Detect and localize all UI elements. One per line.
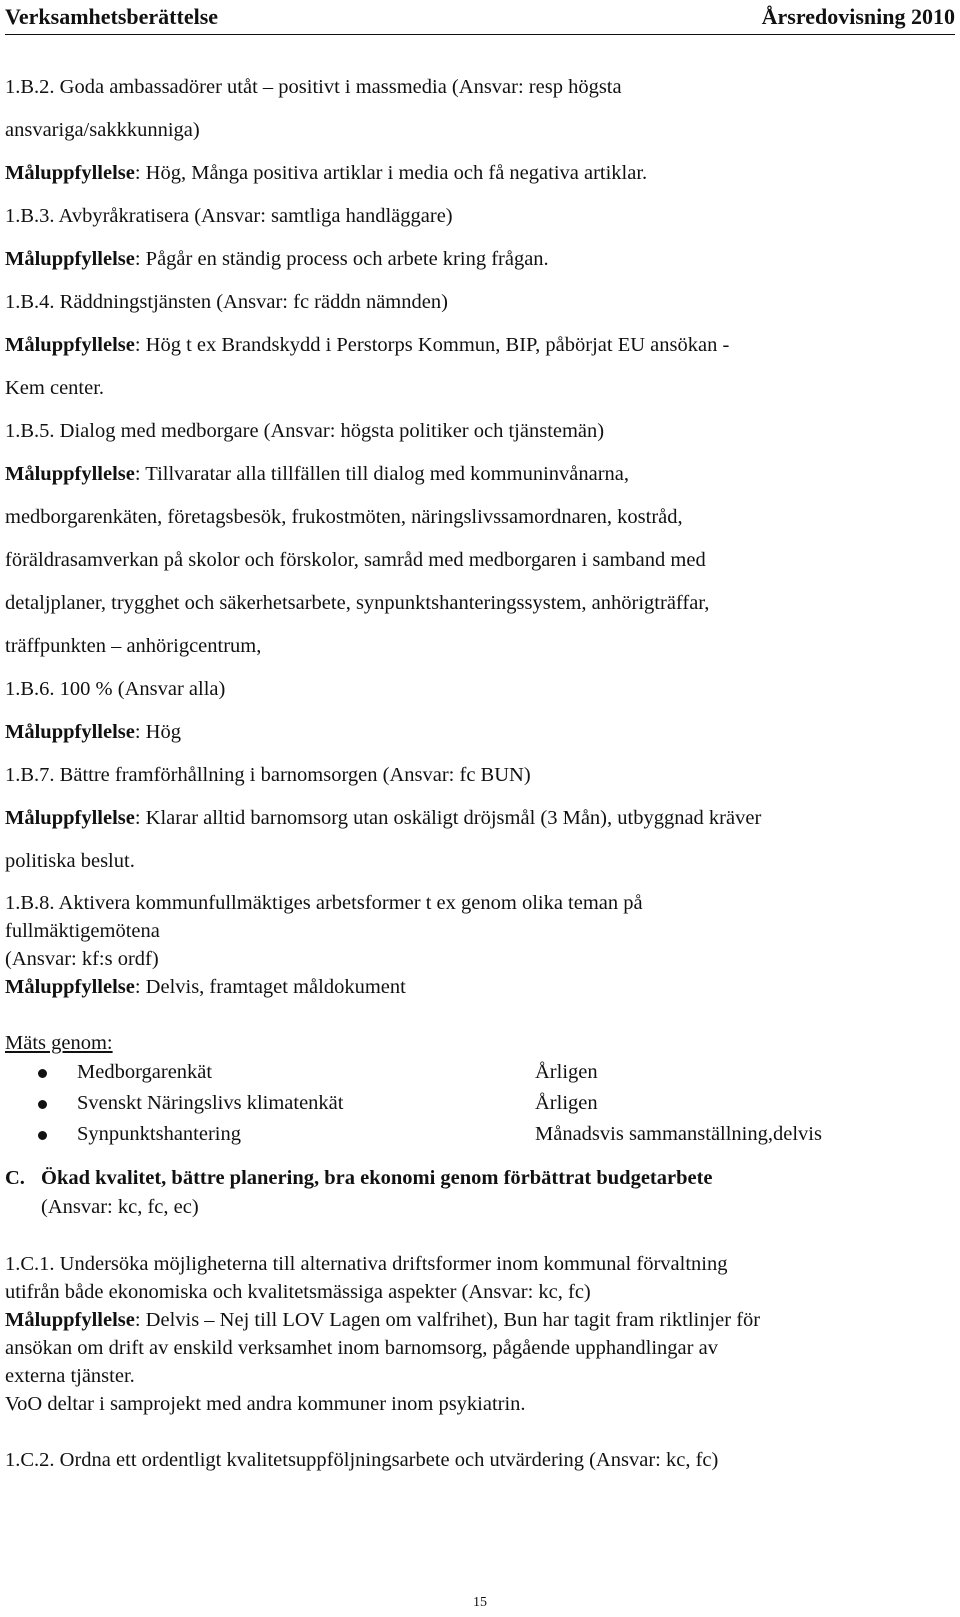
line-text: : Hög t ex Brandskydd i Perstorps Kommun, BIP, påbörjat EU ansökan - (134, 334, 730, 356)
line-text: utifrån både ekonomiska och kvalitetsmässiga aspekter (Ansvar: kc, fc) (5, 1281, 591, 1303)
page-content (5, 66, 955, 1474)
text-line (5, 1362, 955, 1390)
measurement-item (5, 1057, 955, 1088)
measurement-method: Svenskt Näringslivs klimatenkät (77, 1092, 344, 1114)
page-number: 15 (473, 1595, 487, 1610)
line-text: medborgarenkäten, företagsbesök, frukostmöten, näringslivssamordnaren, kostråd, (5, 506, 683, 528)
bullet-icon (5, 1119, 77, 1150)
measurement-method: Synpunktshantering (77, 1123, 241, 1145)
bullet-icon (5, 1088, 77, 1119)
fulfillment-label: Måluppfyllelse (5, 334, 135, 356)
measurement-frequency: Årligen (535, 1092, 598, 1114)
line-text: politiska beslut. (5, 850, 135, 872)
line-text: VoO deltar i samprojekt med andra kommuner inom psykiatrin. (5, 1393, 526, 1415)
goal-item-1c1 (5, 1250, 955, 1418)
text-line (5, 582, 955, 625)
line-text: (Ansvar: kf:s ordf) (5, 948, 159, 970)
text-line (5, 152, 955, 195)
text-line (5, 1306, 955, 1334)
text-line (5, 238, 955, 281)
text-line (5, 711, 955, 754)
line-text: 1.B.6. 100 % (Ansvar alla) (5, 678, 226, 700)
section-c (5, 1164, 955, 1222)
text-line (5, 195, 955, 238)
measurement-frequency: Årligen (535, 1061, 598, 1083)
line-text: : Delvis – Nej till LOV Lagen om valfrihet), Bun har tagit fram riktlinjer för (134, 1309, 761, 1331)
header-right-title: Årsredovisning 2010 (761, 4, 955, 29)
line-text: 1.B.4. Räddningstjänsten (Ansvar: fc räddn nämnden) (5, 291, 448, 313)
text-line (5, 754, 955, 797)
text-line (5, 539, 955, 582)
text-line (5, 410, 955, 453)
goal-list-b (5, 66, 955, 883)
section-c-responsible: (Ansvar: kc, fc, ec) (41, 1196, 199, 1218)
fulfillment-label: Måluppfyllelse (5, 463, 135, 485)
measurement-method: Medborgarenkät (77, 1061, 213, 1083)
line-text: externa tjänster. (5, 1365, 135, 1387)
text-line (5, 1334, 955, 1362)
text-line (5, 973, 955, 1001)
line-text: träffpunkten – anhörigcentrum, (5, 635, 262, 657)
fulfillment-label: Måluppfyllelse (5, 976, 135, 998)
bullet-icon (5, 1057, 77, 1088)
fulfillment-label: Måluppfyllelse (5, 162, 135, 184)
text-line (5, 109, 955, 152)
page-header (5, 4, 955, 35)
line-text: : Tillvaratar alla tillfällen till dialog med kommuninvånarna, (134, 463, 630, 485)
section-c-title: Ökad kvalitet, bättre planering, bra ekonomi genom förbättrat budgetarbete (41, 1167, 713, 1189)
line-text: 1.B.8. Aktivera kommunfullmäktiges arbetsformer t ex genom olika teman på (5, 892, 643, 914)
text-line (5, 797, 955, 840)
line-text: : Pågår en ständig process och arbete kring frågan. (134, 248, 549, 270)
measurement-item (5, 1119, 955, 1150)
line-text: : Klarar alltid barnomsorg utan oskäligt dröjsmål (3 Mån), utbyggnad kräver (134, 807, 762, 829)
measurement-frequency: Månadsvis sammanställning,delvis (535, 1123, 822, 1145)
section-c-heading (5, 1164, 955, 1193)
text-line (5, 367, 955, 410)
header-left-title: Verksamhetsberättelse (5, 4, 219, 29)
line-text: 1.B.5. Dialog med medborgare (Ansvar: högsta politiker och tjänstemän) (5, 420, 605, 442)
line-text: 1.C.2. Ordna ett ordentligt kvalitetsuppföljningsarbete och utvärdering (Ansvar: kc, fc) (5, 1449, 719, 1471)
line-text: föräldrasamverkan på skolor och förskolor, samråd med medborgaren i samband med (5, 549, 706, 571)
fulfillment-label: Måluppfyllelse (5, 1309, 135, 1331)
measurement-title: Mäts genom: (5, 1032, 113, 1054)
text-line (5, 945, 955, 973)
line-text: fullmäktigemötena (5, 920, 160, 942)
text-line (5, 324, 955, 367)
goal-item-1c2 (5, 1446, 955, 1474)
text-line (5, 453, 955, 496)
line-text: ansvariga/sakkkunniga) (5, 119, 200, 141)
line-text: ansökan om drift av enskild verksamhet inom barnomsorg, pågående upphandlingar av (5, 1337, 718, 1359)
measurement-list (5, 1057, 955, 1150)
text-line (5, 496, 955, 539)
text-line (5, 1278, 955, 1306)
text-line (5, 917, 955, 945)
line-text: 1.B.3. Avbyråkratisera (Ansvar: samtliga handläggare) (5, 205, 453, 227)
text-line (5, 66, 955, 109)
measurement-section (5, 1029, 955, 1150)
line-text: Kem center. (5, 377, 105, 399)
line-text: : Delvis, framtaget måldokument (134, 976, 406, 998)
text-line (5, 1250, 955, 1278)
line-text: 1.C.1. Undersöka möjligheterna till alternativa driftsformer inom kommunal förvaltning (5, 1253, 728, 1275)
text-line (5, 625, 955, 668)
measurement-item (5, 1088, 955, 1119)
goal-item-1b8 (5, 889, 955, 1001)
text-line (5, 1390, 955, 1418)
section-c-letter: C. (5, 1167, 25, 1189)
text-line (5, 840, 955, 883)
line-text: 1.B.7. Bättre framförhållning i barnomsorgen (Ansvar: fc BUN) (5, 764, 531, 786)
line-text: detaljplaner, trygghet och säkerhetsarbete, synpunktshanteringssystem, anhörigträffar, (5, 592, 710, 614)
fulfillment-label: Måluppfyllelse (5, 807, 135, 829)
text-line (5, 889, 955, 917)
line-text: 1.B.2. Goda ambassadörer utåt – positivt i massmedia (Ansvar: resp högsta (5, 76, 622, 98)
text-line (5, 1446, 955, 1474)
line-text: : Hög (134, 721, 181, 743)
fulfillment-label: Måluppfyllelse (5, 721, 135, 743)
line-text: : Hög, Många positiva artiklar i media och få negativa artiklar. (134, 162, 648, 184)
fulfillment-label: Måluppfyllelse (5, 248, 135, 270)
text-line (5, 668, 955, 711)
text-line (5, 281, 955, 324)
